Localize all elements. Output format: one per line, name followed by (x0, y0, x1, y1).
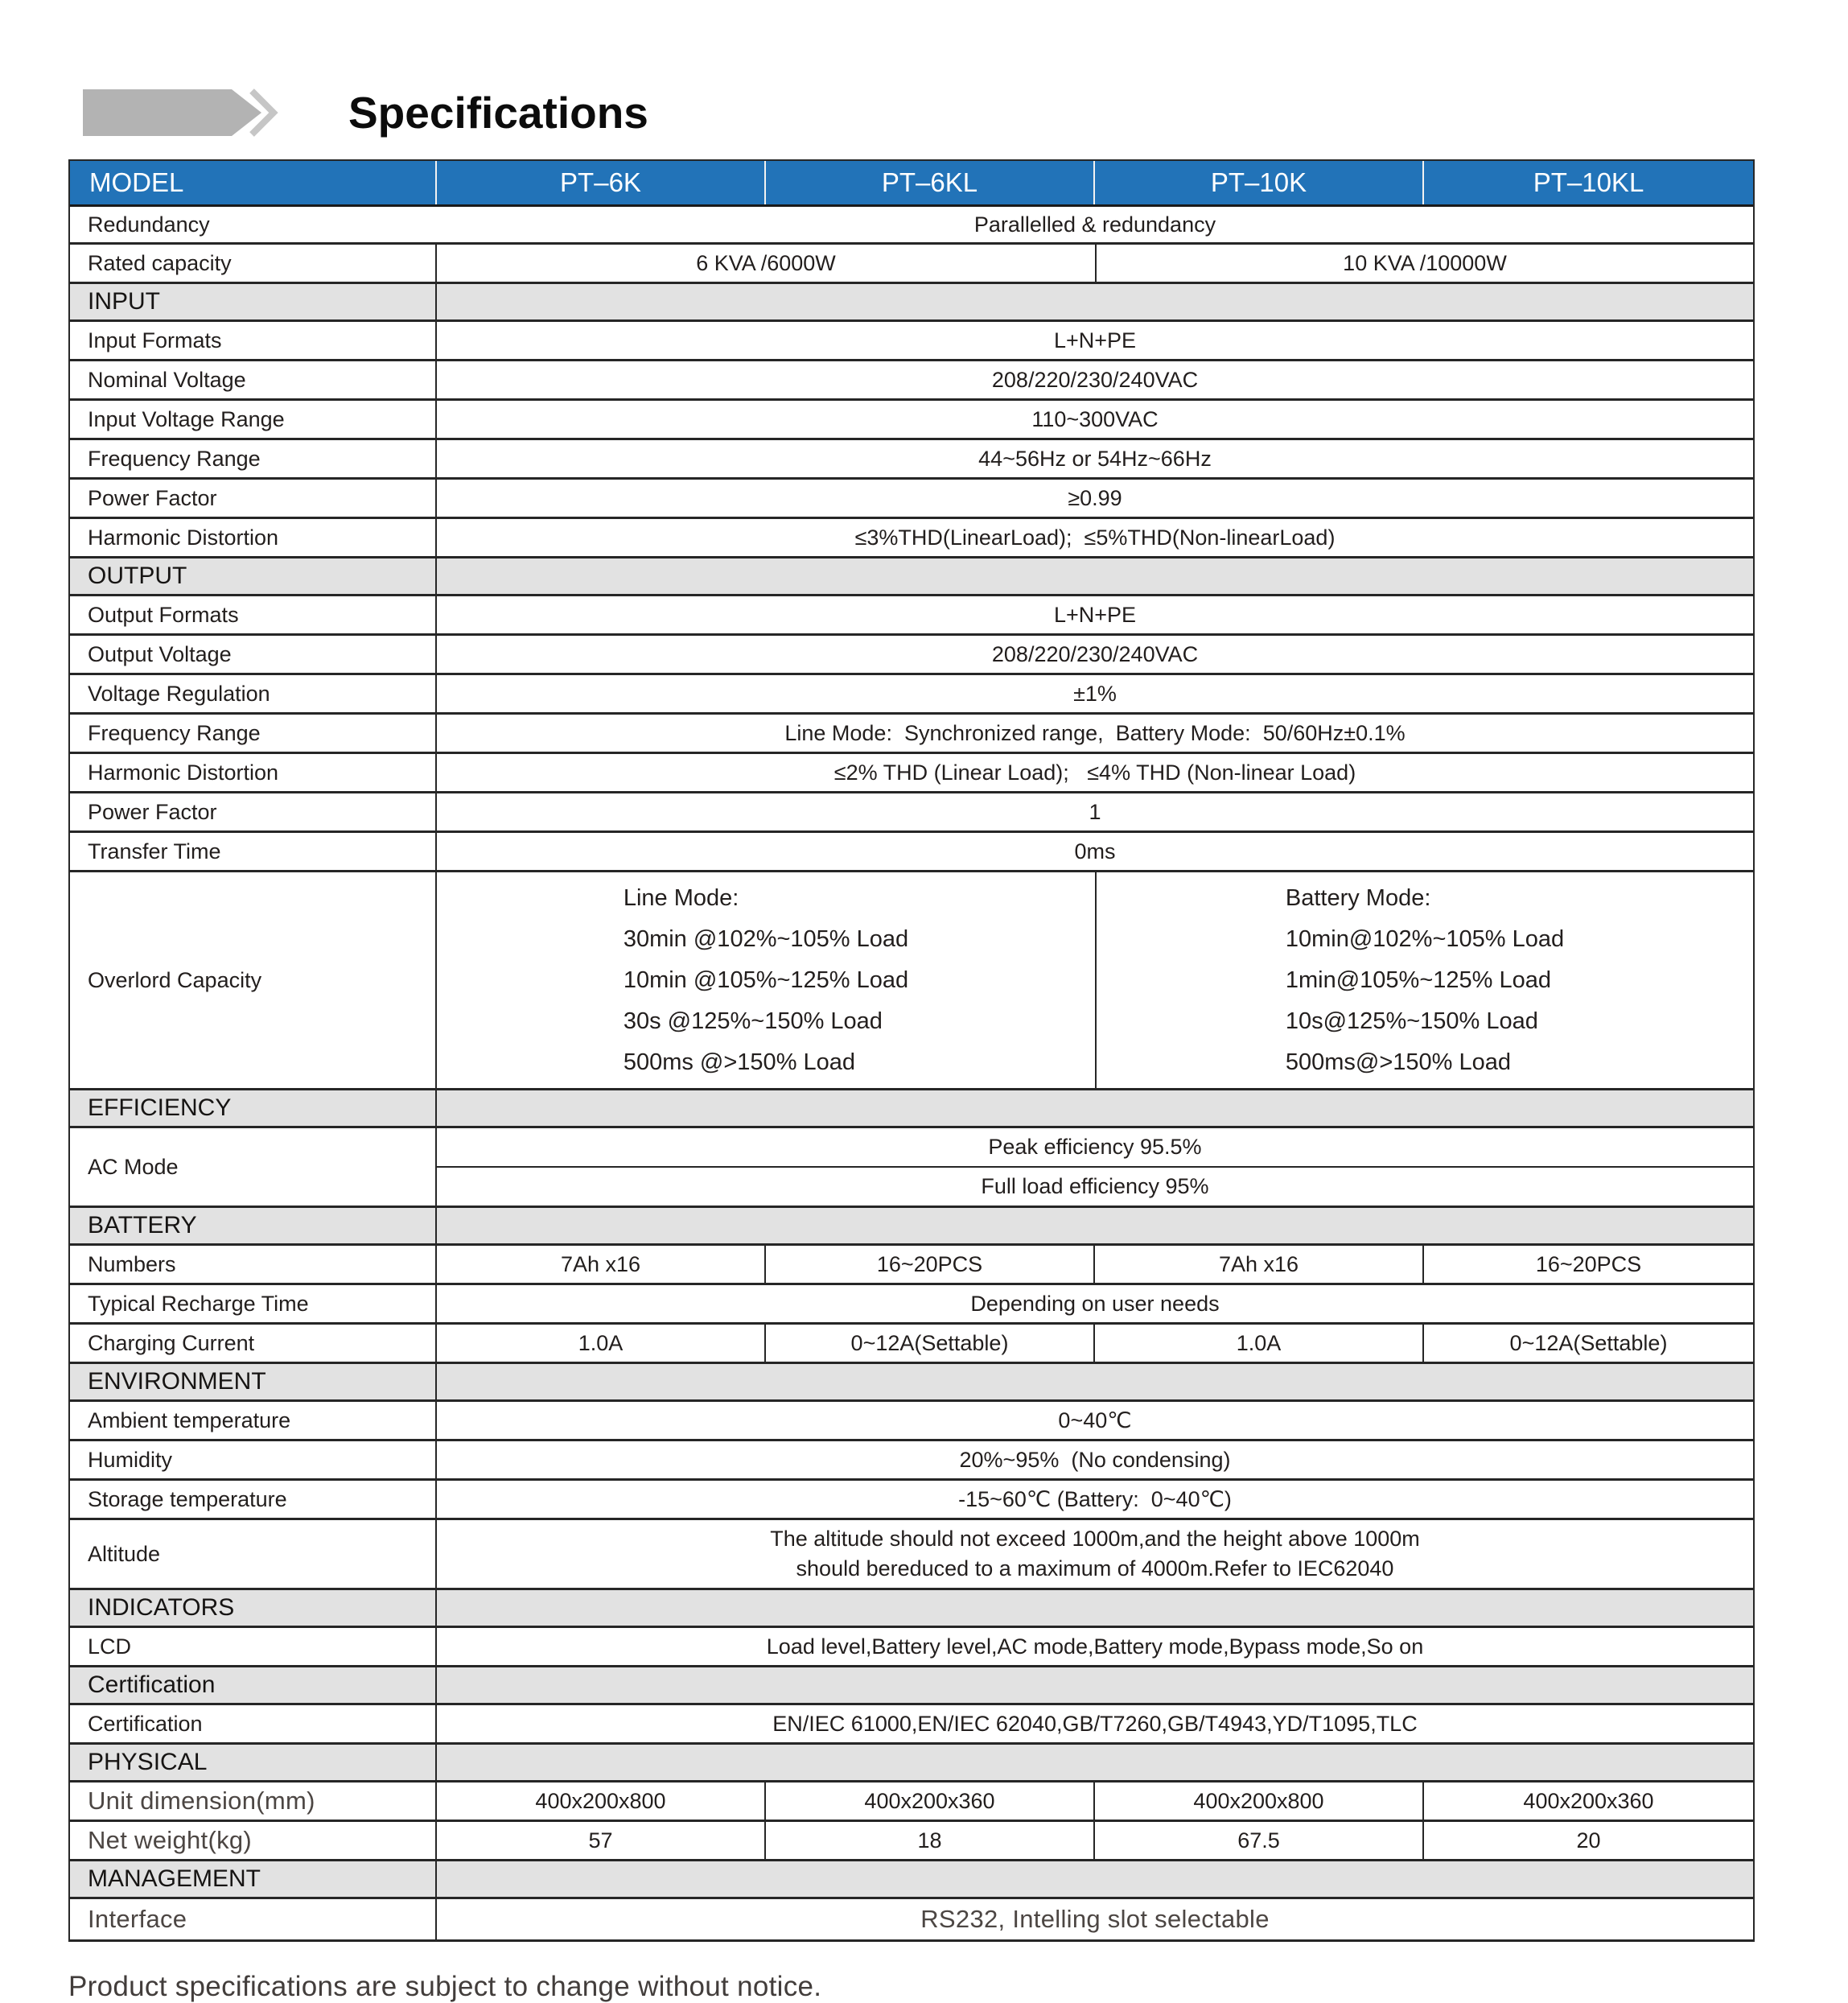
row-label: AC Mode (70, 1128, 437, 1206)
row-label: Storage temperature (70, 1481, 437, 1518)
row-label: Certification (70, 1705, 437, 1742)
row-value: 110~300VAC (1031, 406, 1159, 431)
table-row (70, 1520, 1753, 1590)
table-row (70, 872, 1753, 1090)
table-row (70, 401, 1753, 440)
row-value: Depending on user needs (970, 1291, 1220, 1316)
section-row (70, 1667, 1753, 1705)
section-row (70, 1590, 1753, 1628)
overload-line: 10min @105%~125% Load (623, 966, 909, 993)
table-row (70, 1285, 1753, 1325)
row-label: Ambient temperature (70, 1402, 437, 1439)
row-value: 20%~95% (No condensing) (959, 1447, 1231, 1472)
cell-value: 400x200x360 (766, 1783, 1095, 1820)
table-row (70, 440, 1753, 480)
table-row (70, 636, 1753, 675)
table-row (70, 1441, 1753, 1481)
title-bar (83, 89, 1848, 137)
model-header-cell: PT–6K (437, 161, 766, 204)
section-label: Certification (70, 1667, 437, 1703)
row-value: 0ms (1074, 839, 1116, 863)
row-label: Numbers (70, 1246, 437, 1283)
section-spacer (437, 284, 1753, 319)
row-label: Transfer Time (70, 833, 437, 870)
overload-line: 30min @102%~105% Load (623, 925, 909, 952)
cell-value: 16~20PCS (1535, 1251, 1642, 1276)
section-spacer (437, 1090, 1753, 1126)
row-label: Humidity (70, 1441, 437, 1478)
row-label: Output Formats (70, 596, 437, 633)
cell-value: 0~12A(Settable) (1509, 1330, 1668, 1355)
row-value: RS232, Intelling slot selectable (920, 1905, 1270, 1933)
cell-value: 400x200x800 (1095, 1783, 1424, 1820)
row-value: 208/220/230/240VAC (991, 367, 1199, 392)
table-row (70, 480, 1753, 519)
overload-line: 500ms@>150% Load (1285, 1049, 1512, 1075)
row-value: Line Mode: Synchronized range, Battery Mode: 50/60Hz±0.1% (784, 720, 1406, 745)
cell-value: 1.0A (437, 1325, 766, 1362)
row-value: 0~40℃ (1058, 1407, 1132, 1432)
row-value (437, 1520, 1753, 1588)
table-row (70, 361, 1753, 401)
section-label: INDICATORS (70, 1590, 437, 1626)
row-label: Rated capacity (70, 245, 437, 282)
row-value: L+N+PE (1053, 602, 1137, 627)
row-value: Parallelled & redundancy (973, 212, 1216, 237)
overload-line: 500ms @>150% Load (623, 1049, 856, 1075)
overload-line: 10min@102%~105% Load (1285, 925, 1565, 952)
table-row (70, 793, 1753, 833)
table-row (70, 754, 1753, 793)
section-label: MANAGEMENT (70, 1861, 437, 1897)
row-label: Redundancy (88, 212, 210, 237)
row-label: Frequency Range (70, 440, 437, 477)
section-row (70, 1861, 1753, 1899)
table-row (70, 1402, 1753, 1441)
row-value: EN/IEC 61000,EN/IEC 62040,GB/T7260,GB/T4943,YD/T1095,TLC (772, 1711, 1418, 1736)
cell-value: 1.0A (1095, 1325, 1424, 1362)
row-label: Charging Current (70, 1325, 437, 1362)
cell-value: 16~20PCS (766, 1246, 1095, 1283)
cell-value: 400x200x360 (1523, 1788, 1654, 1813)
row-value: ≤3%THD(LinearLoad); ≤5%THD(Non-linearLoad) (854, 525, 1336, 550)
table-row (70, 207, 1753, 245)
overload-line: 30s @125%~150% Load (623, 1008, 883, 1034)
cell-value: Peak efficiency 95.5% (437, 1128, 1753, 1168)
footer-note: Product specifications are subject to change without notice. (68, 1971, 822, 2002)
row-label: Input Formats (70, 322, 437, 359)
cell-value: 400x200x800 (437, 1783, 766, 1820)
cell-value: 6 KVA /6000W (696, 250, 836, 275)
cell-value: 7Ah x16 (1095, 1246, 1424, 1283)
cell-value: 20 (1576, 1828, 1601, 1853)
section-spacer (437, 1364, 1753, 1399)
table-row (70, 1628, 1753, 1667)
section-row (70, 1745, 1753, 1783)
table-row (70, 675, 1753, 715)
row-label: Net weight(kg) (70, 1822, 437, 1859)
overload-line: 1min@105%~125% Load (1285, 966, 1552, 993)
row-value: 208/220/230/240VAC (991, 641, 1199, 666)
cell-value: 18 (766, 1822, 1095, 1859)
row-label: Overlord Capacity (70, 872, 437, 1088)
model-header-cell: PT–6KL (766, 161, 1095, 204)
row-label: Typical Recharge Time (70, 1285, 437, 1322)
row-value: L+N+PE (1053, 328, 1137, 352)
table-row (70, 1705, 1753, 1745)
table-row (70, 833, 1753, 872)
table-row (70, 1128, 1753, 1208)
section-spacer (437, 1590, 1753, 1626)
overload-line: Battery Mode: (1285, 884, 1431, 911)
ac-mode-values (437, 1128, 1753, 1206)
row-label: Harmonic Distortion (70, 754, 437, 791)
row-label: Output Voltage (70, 636, 437, 673)
model-header-cell: PT–10K (1095, 161, 1424, 204)
row-label: Unit dimension(mm) (70, 1783, 437, 1820)
model-header-row (70, 161, 1753, 207)
row-value: ≥0.99 (1068, 485, 1122, 510)
section-spacer (437, 1667, 1753, 1703)
table-row (70, 1822, 1753, 1861)
section-spacer (437, 1208, 1753, 1243)
section-label: OUTPUT (70, 558, 437, 594)
altitude-line: The altitude should not exceed 1000m,and the height above 1000m (770, 1527, 1420, 1551)
table-row (70, 322, 1753, 361)
model-header-cell: PT–10KL (1533, 167, 1644, 197)
row-value: ≤2% THD (Linear Load); ≤4% THD (Non-linear Load) (833, 760, 1356, 785)
row-label: Power Factor (70, 793, 437, 830)
row-value: Load level,Battery level,AC mode,Battery mode,Bypass mode,So on (766, 1634, 1424, 1659)
overload-line: 10s@125%~150% Load (1285, 1008, 1538, 1034)
row-value: 1 (1089, 799, 1101, 824)
cell-value: 7Ah x16 (437, 1246, 766, 1283)
row-value: 44~56Hz or 54Hz~66Hz (978, 446, 1212, 471)
row-label: Nominal Voltage (70, 361, 437, 398)
section-label: EFFICIENCY (70, 1090, 437, 1126)
row-label: Input Voltage Range (70, 401, 437, 438)
table-row (70, 1325, 1753, 1364)
table-row (70, 1783, 1753, 1822)
altitude-line: should bereduced to a maximum of 4000m.Refer to IEC62040 (796, 1556, 1394, 1581)
row-label: Harmonic Distortion (70, 519, 437, 556)
row-label: Power Factor (70, 480, 437, 517)
row-label: Frequency Range (70, 715, 437, 752)
section-label: BATTERY (70, 1208, 437, 1243)
table-row (70, 1246, 1753, 1285)
overload-battery-mode-cell (1095, 872, 1753, 1088)
row-value: -15~60℃ (Battery: 0~40℃) (958, 1486, 1232, 1511)
section-label: PHYSICAL (70, 1745, 437, 1780)
section-spacer (437, 558, 1753, 594)
table-row (70, 245, 1753, 284)
section-spacer (437, 1745, 1753, 1780)
section-row (70, 1364, 1753, 1402)
table-row (70, 1899, 1753, 1942)
cell-value: 0~12A(Settable) (766, 1325, 1095, 1362)
row-value: ±1% (1073, 681, 1117, 706)
table-row (70, 715, 1753, 754)
arrow-badge-icon (83, 89, 286, 136)
cell-value: 67.5 (1095, 1822, 1424, 1859)
row-label: Interface (70, 1899, 437, 1939)
cell-value: Full load efficiency 95% (981, 1174, 1209, 1198)
page-title: Specifications (348, 88, 648, 138)
section-row (70, 558, 1753, 596)
overload-line-mode-cell (437, 872, 1095, 1088)
section-row (70, 1090, 1753, 1128)
table-row (70, 596, 1753, 636)
section-label: ENVIRONMENT (70, 1364, 437, 1399)
row-label: LCD (70, 1628, 437, 1665)
section-label: INPUT (70, 284, 437, 319)
cell-value: 57 (437, 1822, 766, 1859)
row-label: Voltage Regulation (70, 675, 437, 712)
section-spacer (437, 1861, 1753, 1897)
overload-line: Line Mode: (623, 884, 739, 911)
section-row (70, 1208, 1753, 1246)
table-row (70, 1481, 1753, 1520)
table-row (70, 519, 1753, 558)
cell-value: 10 KVA /10000W (1095, 245, 1753, 282)
model-header-label: MODEL (70, 161, 437, 204)
spec-table (68, 159, 1755, 1942)
section-row (70, 284, 1753, 322)
row-label: Altitude (70, 1520, 437, 1588)
